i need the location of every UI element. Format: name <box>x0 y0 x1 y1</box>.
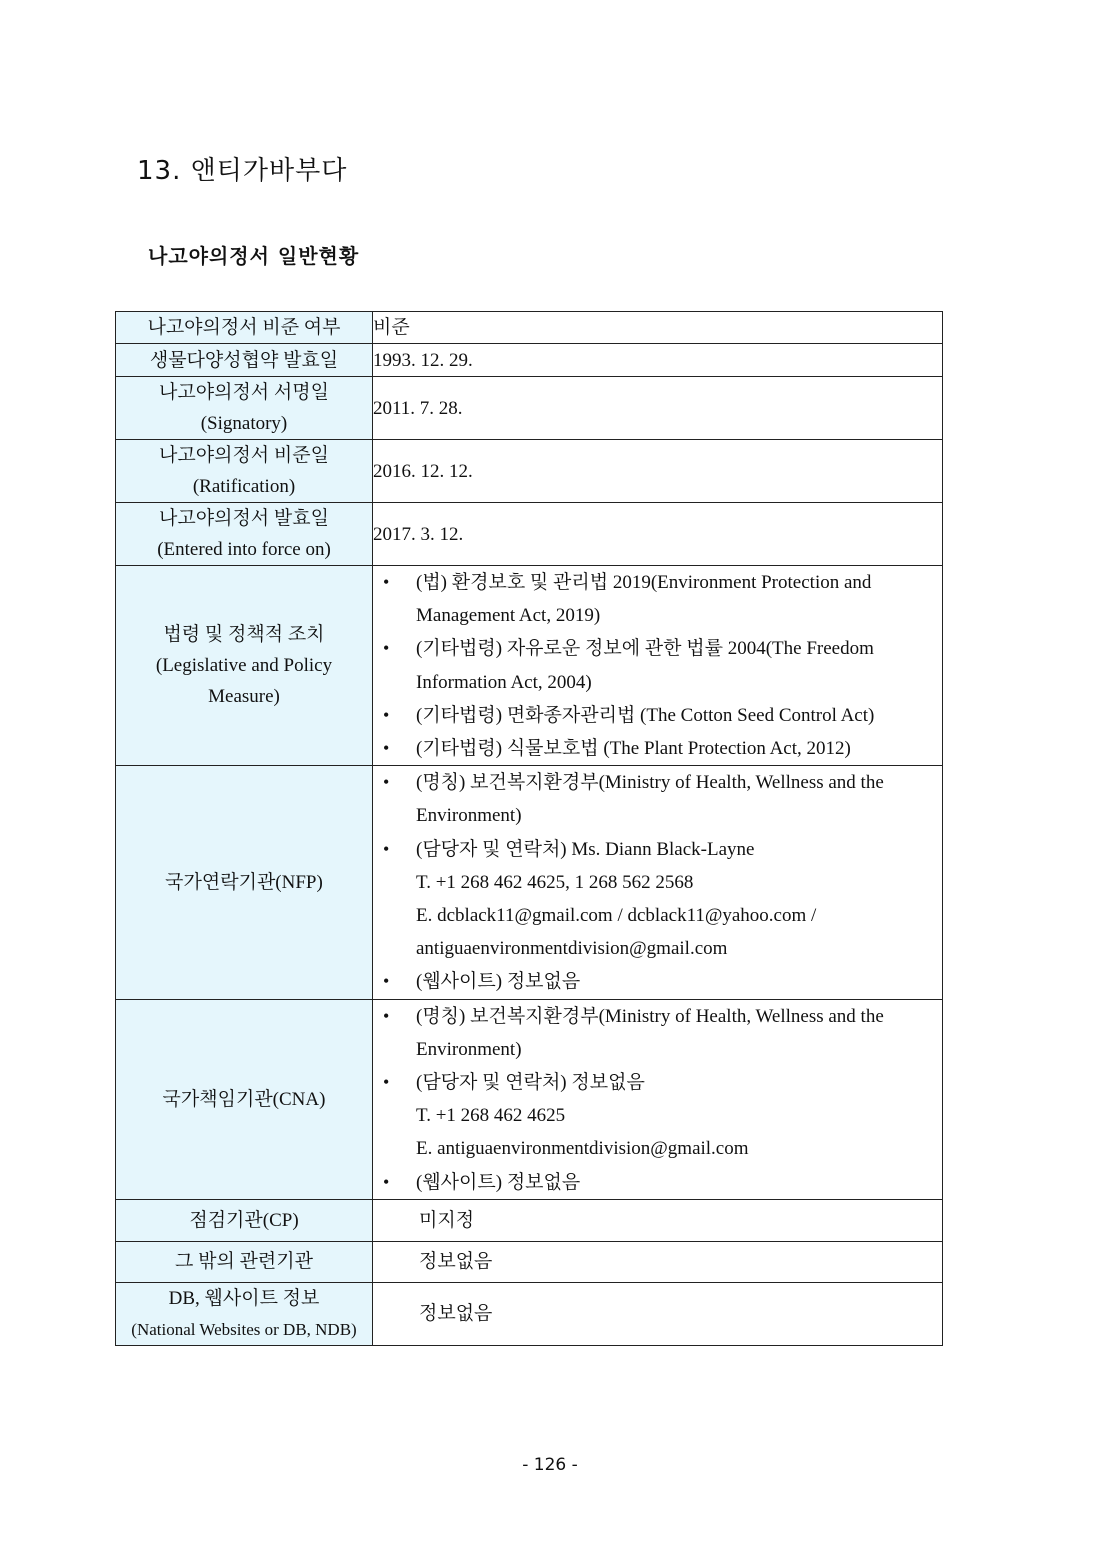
list-item: • (웹사이트) 정보없음 <box>383 1166 942 1199</box>
list-item: • (명칭) 보건복지환경부(Ministry of Health, Wellness and the Environment) <box>383 1000 942 1066</box>
table-row <box>116 1282 943 1345</box>
row-label <box>116 1282 373 1345</box>
row-label: 그 밖의 관련기관 <box>116 1241 373 1282</box>
row-value: 비준 <box>373 312 943 344</box>
row-label-en: (Legislative and Policy Measure) <box>155 655 333 708</box>
list-item: • (기타법령) 면화종자관리법 (The Cotton Seed Control Act) <box>383 699 942 732</box>
row-value: 2016. 12. 12. <box>373 440 943 503</box>
list-item <box>383 1066 942 1166</box>
row-label-en: (Entered into force on) <box>157 539 331 560</box>
table-row <box>116 344 943 377</box>
row-label: 나고야의정서 비준 여부 <box>116 312 373 344</box>
row-label <box>116 503 373 566</box>
list-item: • (명칭) 보건복지환경부(Ministry of Health, Wellness and the Environment) <box>383 766 942 832</box>
table-row <box>116 440 943 503</box>
table-row <box>116 1241 943 1282</box>
row-value: 2017. 3. 12. <box>373 503 943 566</box>
list-item <box>383 833 942 966</box>
row-label <box>116 377 373 440</box>
contact-person: • (담당자 및 연락처) Ms. Diann Black-Layne <box>416 838 755 860</box>
row-label: 생물다양성협약 발효일 <box>116 344 373 377</box>
row-label-ko: DB, 웹사이트 정보 <box>168 1287 320 1309</box>
row-value: 1993. 12. 29. <box>373 344 943 377</box>
row-value-list <box>373 766 943 999</box>
table-row <box>116 999 943 1199</box>
contact-email: E. dcblack11@gmail.com / dcblack11@yahoo.com / antiguaenvironmentdivision@gmail.com <box>416 905 817 960</box>
row-label-en: (Signatory) <box>200 413 288 434</box>
row-value-list <box>373 999 943 1199</box>
contact-email: E. antiguaenvironmentdivision@gmail.com <box>416 1138 749 1160</box>
row-value: 정보없음 <box>373 1241 943 1282</box>
table-row <box>116 1199 943 1241</box>
row-label-ko: 나고야의정서 서명일 <box>159 382 329 403</box>
chapter-title: 13. 앤티가바부다 <box>137 156 348 186</box>
table-row <box>116 503 943 566</box>
list-item: • (기타법령) 자유로운 정보에 관한 법률 2004(The Freedom Information Act, 2004) <box>383 632 942 698</box>
row-label-en: (National Websites or DB, NDB) <box>131 1319 357 1339</box>
list-item: • (법) 환경보호 및 관리법 2019(Environment Protection and Management Act, 2019) <box>383 566 942 632</box>
row-label-ko: 법령 및 정책적 조치 <box>163 624 325 646</box>
row-label: 국가연락기관(NFP) <box>116 766 373 999</box>
contact-phone: T. +1 268 462 4625 <box>416 1105 566 1127</box>
contact-phone: T. +1 268 462 4625, 1 268 562 2568 <box>416 871 694 893</box>
row-label-ko: 나고야의정서 비준일 <box>159 445 329 466</box>
table-row <box>116 766 943 999</box>
table-row <box>116 312 943 344</box>
row-value-list <box>373 566 943 766</box>
row-label-ko: 나고야의정서 발효일 <box>159 508 329 529</box>
page-number: - 126 - <box>522 1455 578 1475</box>
list-item: • (기타법령) 식물보호법 (The Plant Protection Act, 2012) <box>383 732 942 765</box>
info-table <box>115 311 943 1346</box>
row-label: 국가책임기관(CNA) <box>116 999 373 1199</box>
row-value: 2011. 7. 28. <box>373 377 943 440</box>
row-label <box>116 566 373 766</box>
list-item: • (웹사이트) 정보없음 <box>383 965 942 998</box>
row-value: 미지정 <box>373 1199 943 1241</box>
row-label-en: (Ratification) <box>192 476 296 497</box>
table-row <box>116 566 943 766</box>
row-label: 점검기관(CP) <box>116 1199 373 1241</box>
table-row <box>116 377 943 440</box>
contact-person: • (담당자 및 연락처) 정보없음 <box>416 1072 645 1094</box>
section-title: 나고야의정서 일반현황 <box>148 244 360 268</box>
row-value: 정보없음 <box>373 1282 943 1345</box>
row-label <box>116 440 373 503</box>
